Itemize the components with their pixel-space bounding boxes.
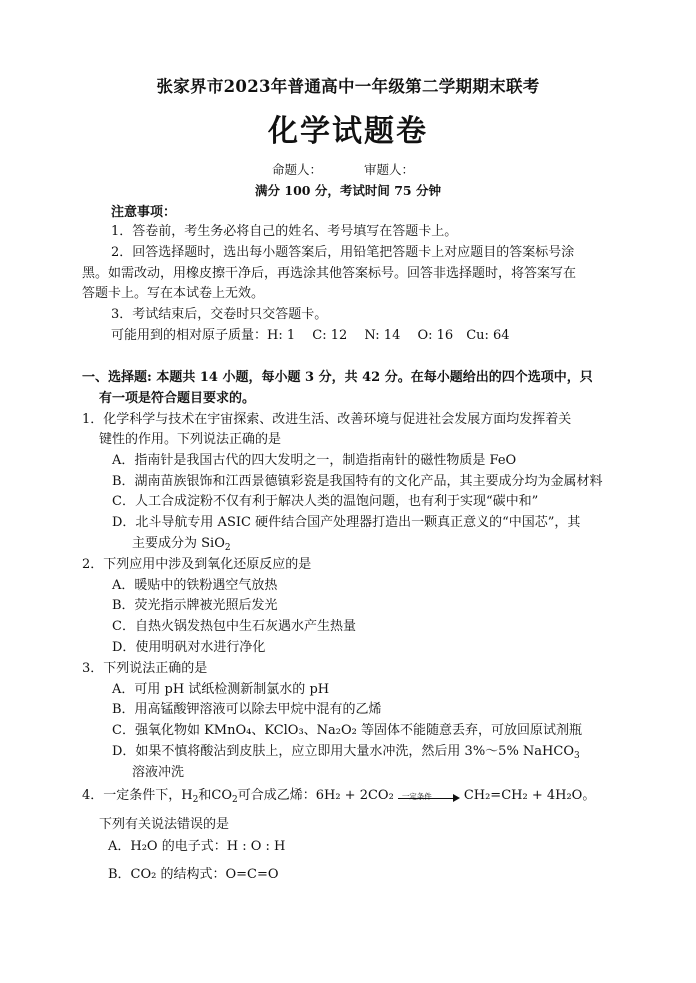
subject-title: 化学试题卷 [268,114,428,149]
q1-option-d: D．北斗导航专用 ASIC 硬件结合国产处理器打造出一颗真正意义的“中国芯”，其 [112,515,581,530]
q4-and: 和 [198,788,212,803]
q1-option-d-text: 主要成分为 SiO [132,536,225,551]
q3-option-d-text: D．如果不慎将酸沾到皮肤上，应立即用大量水冲洗，然后用 3%～5% NaHCO [112,744,575,759]
q4-option-a: A．H₂O 的电子式：H : O : H [108,839,286,854]
q3-stem: 3．下列说法正确的是 [82,661,208,676]
q4-eq-left: 6H₂ + 2CO₂ [315,788,394,803]
q1-stem-cont: 键性的作用。下列说法正确的是 [99,432,282,447]
exam-name: 张家界市2023年普通高中一年级第二学期期末联考 [156,77,540,96]
q4-eq-right: CH₂=CH₂ + 4H₂O [463,788,583,803]
notice-title: 注意事项： [111,205,177,220]
q4-co2: CO [211,788,232,803]
q2-option-b: B．荧光指示牌被光照后发光 [112,598,278,613]
reaction-condition: 一定条件 [401,791,432,801]
q1-option-a: A．指南针是我国古代的四大发明之一，制造指南针的磁性物质是 FeO [112,453,517,468]
q1-option-b: B．湖南苗族银饰和江西景德镇彩瓷是我国特有的文化产品，其主要成分均为金属材料 [112,474,603,489]
section-heading-cont: 有一项是符合题目要求的。 [99,391,256,406]
q3-option-d-cont: 溶液冲洗 [132,765,185,780]
q4-h2-sub: 2 [192,795,199,805]
notice-item-2: 2．回答选择题时，选出每小题答案后，用铅笔把答题卡上对应题目的答案标号涂 [111,245,575,260]
q2-option-d: D．使用明矾对水进行净化 [112,640,266,655]
q4-co2-sub: 2 [231,795,238,805]
q4-stem [82,786,617,810]
q3-option-a: A．可用 pH 试纸检测新制氯水的 pH [112,682,330,697]
notice-item-2-end: 答题卡上。写在本试卷上无效。 [82,286,265,301]
q4-option-b: B．CO₂ 的结构式：O=C=O [108,867,279,882]
q3-option-c: C．强氧化物如 KMnO₄、KClO₃、Na₂O₂ 等固体不能随意丢弃，可放回原试剂瓶 [112,723,583,738]
q1-stem: 1．化学科学与技术在宇宙探索、改进生活、改善环境与促进社会发展方面均发挥着关 [82,412,572,427]
q3-option-d-sub: 3 [574,751,580,761]
q4-stem-prefix: 4．一定条件下， [82,788,182,803]
q4-stem-mid: 可合成乙烯： [237,788,316,803]
reviewer-label: 审题人： [364,162,415,177]
q1-option-c: C．人工合成淀粉不仅有利于解决人类的温饱问题，也有利于实现“碳中和” [112,494,539,509]
q4-eq-end: 。 [582,788,596,803]
notice-item-3: 3．考试结束后，交卷时只交答题卡。 [111,307,328,322]
q2-option-a: A．暖贴中的铁粉遇空气放热 [112,578,278,593]
q4-h2: H [181,788,193,803]
q3-option-b: B．用高锰酸钾溶液可以除去甲烷中混有的乙烯 [112,702,382,717]
notice-item-1: 1．答卷前，考生务必将自己的姓名、考号填写在答题卡上。 [111,224,458,239]
atomic-masses: 可能用到的相对原子质量：H: 1 C: 12 N: 14 O: 16 Cu: 64 [111,328,510,343]
section-heading: 一、选择题: 本题共 14 小题，每小题 3 分，共 42 分。在每小题给出的四个选项中，只 [82,370,593,385]
q2-option-c: C．自热火锅发热包中生石灰遇水产生热量 [112,619,356,634]
q1-option-d-sub: 2 [224,543,231,553]
author-label: 命题人： [272,162,323,177]
q2-stem: 2．下列应用中涉及到氧化还原反应的是 [82,557,312,572]
reaction-arrow-icon [398,789,460,803]
score-time: 满分 100 分，考试时间 75 分钟 [255,183,441,198]
author-line [272,160,452,178]
q4-ask: 下列有关说法错误的是 [99,817,230,832]
notice-item-2-cont: 黑。如需改动，用橡皮擦干净后，再选涂其他答案标号。回答非选择题时，将答案写在 [82,266,577,281]
